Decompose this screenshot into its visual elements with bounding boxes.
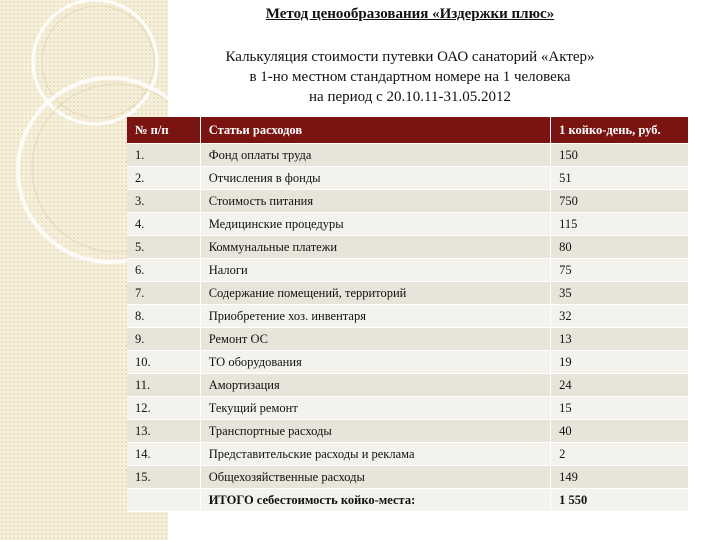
table-row — [127, 213, 689, 236]
row-cost: 40 — [551, 420, 689, 443]
row-number: 11. — [127, 374, 201, 397]
row-number: 15. — [127, 466, 201, 489]
row-number: 12. — [127, 397, 201, 420]
row-number: 14. — [127, 443, 201, 466]
row-cost: 51 — [551, 167, 689, 190]
row-number: 7. — [127, 282, 201, 305]
table-row — [127, 466, 689, 489]
total-value: 1 550 — [551, 489, 689, 512]
row-cost: 35 — [551, 282, 689, 305]
row-cost: 19 — [551, 351, 689, 374]
table-row — [127, 374, 689, 397]
row-expense-item: Медицинские процедуры — [201, 213, 551, 236]
row-expense-item: Отчисления в фонды — [201, 167, 551, 190]
total-number — [127, 489, 201, 512]
row-cost: 80 — [551, 236, 689, 259]
row-cost: 15 — [551, 397, 689, 420]
table-total-row — [127, 489, 689, 512]
row-expense-item: Приобретение хоз. инвентаря — [201, 305, 551, 328]
table-row — [127, 167, 689, 190]
table-row — [127, 259, 689, 282]
table-row — [127, 397, 689, 420]
cost-table — [127, 117, 689, 512]
row-expense-item: Текущий ремонт — [201, 397, 551, 420]
table-row — [127, 305, 689, 328]
table-row — [127, 144, 689, 167]
row-cost: 24 — [551, 374, 689, 397]
row-expense-item: Фонд оплаты труда — [201, 144, 551, 167]
row-expense-item: Коммунальные платежи — [201, 236, 551, 259]
row-expense-item: Амортизация — [201, 374, 551, 397]
row-number: 3. — [127, 190, 201, 213]
row-cost: 75 — [551, 259, 689, 282]
table-header-row — [127, 117, 689, 144]
row-cost: 2 — [551, 443, 689, 466]
table-row — [127, 282, 689, 305]
row-expense-item: Стоимость питания — [201, 190, 551, 213]
header-number: № п/п — [127, 117, 201, 144]
row-number: 9. — [127, 328, 201, 351]
header-cost-per-day: 1 койко-день, руб. — [551, 117, 689, 144]
table-row — [127, 190, 689, 213]
subtitle — [130, 47, 690, 107]
row-number: 13. — [127, 420, 201, 443]
page-title: Метод ценообразования «Издержки плюс» — [265, 6, 555, 22]
row-number: 1. — [127, 144, 201, 167]
row-cost: 13 — [551, 328, 689, 351]
table-row — [127, 420, 689, 443]
row-expense-item: Общехозяйственные расходы — [201, 466, 551, 489]
row-cost: 150 — [551, 144, 689, 167]
table-row — [127, 328, 689, 351]
row-expense-item: Транспортные расходы — [201, 420, 551, 443]
row-number: 5. — [127, 236, 201, 259]
row-cost: 115 — [551, 213, 689, 236]
subtitle-line: на период с 20.10.11-31.05.2012 — [309, 89, 511, 105]
row-cost: 750 — [551, 190, 689, 213]
row-number: 8. — [127, 305, 201, 328]
row-expense-item: Содержание помещений, территорий — [201, 282, 551, 305]
table-row — [127, 236, 689, 259]
row-number: 10. — [127, 351, 201, 374]
row-expense-item: Налоги — [201, 259, 551, 282]
row-expense-item: Ремонт ОС — [201, 328, 551, 351]
row-expense-item: ТО оборудования — [201, 351, 551, 374]
row-expense-item: Представительские расходы и реклама — [201, 443, 551, 466]
subtitle-line: в 1-но местном стандартном номере на 1 человека — [249, 69, 571, 85]
row-cost: 149 — [551, 466, 689, 489]
row-number: 6. — [127, 259, 201, 282]
header-expense-item: Статьи расходов — [201, 117, 551, 144]
table-row — [127, 443, 689, 466]
row-number: 2. — [127, 167, 201, 190]
row-number: 4. — [127, 213, 201, 236]
total-label: ИТОГО себестоимость койко-места: — [201, 489, 551, 512]
row-cost: 32 — [551, 305, 689, 328]
table-row — [127, 351, 689, 374]
subtitle-line: Калькуляция стоимости путевки ОАО санаторий «Актер» — [225, 49, 595, 65]
